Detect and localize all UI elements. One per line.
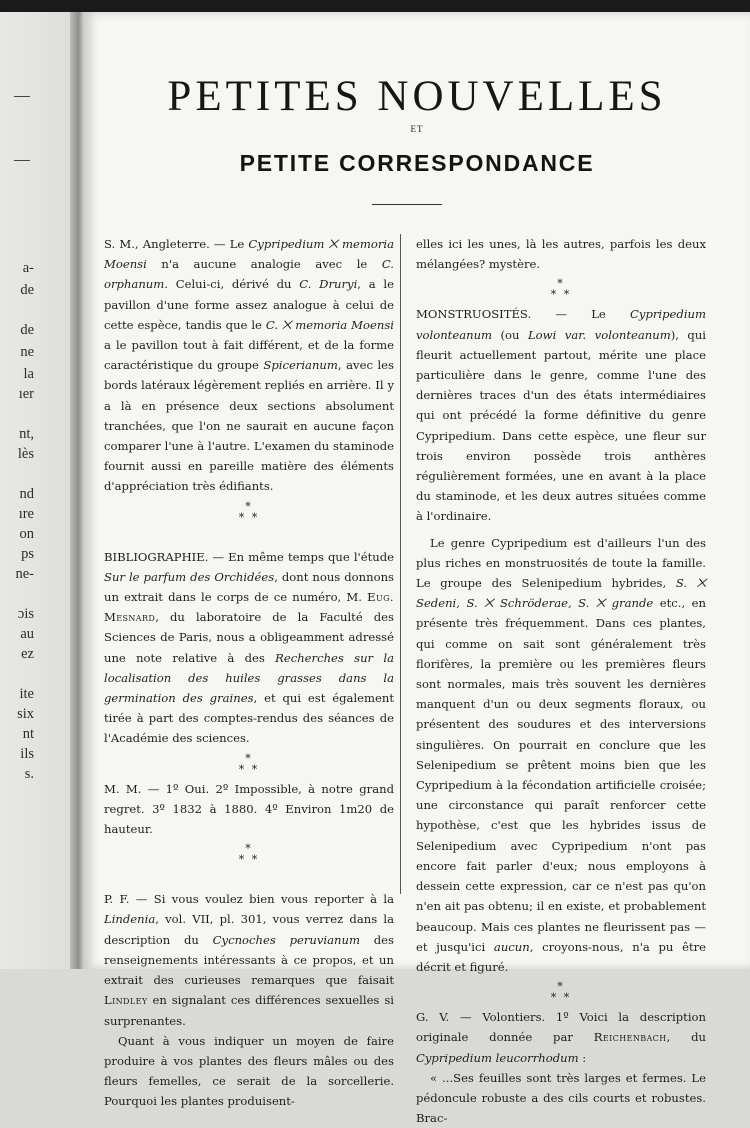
italic-text: Lowi var. volonteanum bbox=[527, 327, 671, 342]
section-separator: * * * bbox=[238, 751, 260, 776]
section-separator: * * * bbox=[238, 842, 260, 867]
text-run: G. V. — Volontiers. 1º Voici la description originale donnée par bbox=[416, 1010, 706, 1045]
text-run: etc., en présente très fréquemment. Dans ces plantes, qui comme on sait sont généralement très florifères, la première ou les premières fleurs sont normales, mais très souvent les dernières manquent d'un ou deux segments floraux, ou présentent des soudures et des interversions singulières. On pourrait en conclure que les Selenipedium se prêtent moins bien que les Cypripedium à la fécondation artificielle croisée; une circonstance qui paraît renforcer cette hypothèse, c'est que les hybrides issus de Selenipedium avec Cypripedium n'ont pas encore fait parler d'eux; nous employons à dessein cette expression, car ce n'est pas qu'on n'en ait pas obtenu; il en existe, et probablement beaucoup. Mais ces plantes ne fleurissent pas — et jusqu'ici bbox=[416, 596, 706, 954]
previous-page-fragment: ne- bbox=[15, 566, 34, 582]
previous-page-fragment: ils bbox=[20, 746, 34, 762]
text-run: , a le pavillon d'une forme assez analogue à celui de cette espèce, tandis que le bbox=[104, 277, 394, 332]
note-mm bbox=[104, 779, 394, 840]
section-separator: * * * bbox=[238, 499, 260, 524]
previous-page-fragment: s. bbox=[24, 766, 34, 782]
text-run: M. M. — 1º Oui. 2º Impossible, à notre grand regret. 3º 1832 à 1880. 4º Environ 1m20 de hauteur. bbox=[104, 781, 394, 837]
previous-page-fragment: ps bbox=[21, 546, 34, 562]
italic-text: Cypripedium ⨉ memoria Moensi bbox=[104, 237, 394, 272]
smallcaps-name: Reichenbach bbox=[593, 1030, 667, 1045]
italic-text: Cypripedium leucorrhodum bbox=[416, 1050, 579, 1065]
previous-page-fragment: ez bbox=[21, 646, 34, 662]
text-run: (ou bbox=[492, 327, 528, 342]
note-pf-continued bbox=[104, 1031, 394, 1112]
page-subtitle: PETITE CORRESPONDANCE bbox=[239, 150, 595, 176]
text-run: S. M., Angleterre. — Le bbox=[104, 237, 249, 251]
italic-text: Cycnoches peruvianum bbox=[212, 932, 360, 947]
italic-text: aucun bbox=[493, 939, 530, 954]
previous-page-fragment: ıre bbox=[18, 506, 34, 522]
text-run: « ...Ses feuilles sont très larges et fermes. Le pédoncule robuste a des cils courts et robustes. Brac- bbox=[416, 1070, 706, 1126]
previous-page-dash bbox=[14, 160, 30, 161]
previous-page-fragment: nt bbox=[22, 726, 34, 742]
note-bibliographie bbox=[104, 547, 394, 749]
text-run: , vol. VII, pl. 301, vous verrez dans la description du bbox=[104, 912, 394, 947]
note-gv-quote bbox=[416, 1068, 706, 1128]
text-run: , du bbox=[666, 1030, 706, 1045]
text-run: elles ici les unes, là les autres, parfois les deux mélangées? mystère. bbox=[416, 237, 706, 272]
scan-top-edge bbox=[0, 0, 750, 12]
text-run: , et qui est également tirée à part des comptes-rendus des séances de l'Académie des sciences. bbox=[104, 691, 395, 746]
text-run: des renseignements intéressants à ce propos, et un extrait des curieuses remarques que faisait bbox=[104, 932, 394, 988]
text-run: MONSTRUOSITÉS. — Le bbox=[416, 307, 631, 322]
text-run: , croyons-nous, n'a pu être décrit et figuré. bbox=[416, 939, 707, 974]
text-run: . Celui-ci, dérivé du bbox=[164, 277, 300, 292]
italic-text: Spicerianum bbox=[263, 358, 338, 373]
previous-page-fragment: six bbox=[17, 706, 34, 722]
title-rule bbox=[372, 204, 442, 205]
text-run: Le genre Cypripedium est d'ailleurs l'un des plus riches en monstruosités de toute la famille. Le groupe des Selenipedium hybrides, bbox=[416, 535, 706, 591]
text-run: P. F. — Si vous voulez bien vous reporter à la bbox=[104, 892, 394, 907]
text-run: : bbox=[578, 1050, 587, 1065]
note-pf bbox=[104, 889, 394, 1030]
column-divider bbox=[400, 234, 401, 894]
left-column bbox=[104, 234, 394, 1112]
note-monstruosites bbox=[416, 304, 706, 526]
book-gutter bbox=[70, 12, 84, 969]
previous-page-fragment: de bbox=[20, 322, 34, 338]
note-gv bbox=[416, 1007, 706, 1068]
italic-text: C. ⨉ memoria Moensi bbox=[265, 317, 395, 332]
italic-text: Recherches sur la localisation des huiles grasses dans la germination des graines bbox=[104, 650, 394, 706]
smallcaps-name: Eug. Mesnard bbox=[104, 590, 394, 625]
previous-page-dash bbox=[14, 96, 30, 97]
italic-text: C. Druryi bbox=[299, 277, 358, 292]
previous-page-fragment: au bbox=[20, 626, 34, 642]
previous-page-fragment: a- bbox=[22, 260, 34, 276]
note-continued bbox=[416, 234, 706, 274]
text-run: en signalant ces différences sexuelles si surprenantes. bbox=[104, 993, 394, 1028]
previous-page-fragment: nt, bbox=[19, 426, 34, 442]
previous-page-fragment: ite bbox=[19, 686, 34, 702]
italic-text: Lindenia bbox=[104, 912, 156, 927]
italic-text: Sur le parfum des Orchidées bbox=[104, 569, 275, 584]
previous-page-fragment: on bbox=[19, 526, 34, 542]
text-run: a le pavillon tout à fait différent, et de la forme caractéristique du groupe bbox=[104, 338, 394, 373]
previous-page-fragment: lès bbox=[17, 446, 34, 462]
section-separator: * * * bbox=[550, 980, 572, 1005]
text-run: n'a aucune analogie avec le bbox=[146, 257, 382, 272]
text-run: BIBLIOGRAPHIE. — En même temps que l'étude bbox=[104, 549, 394, 564]
previous-page-fragment: ıer bbox=[18, 386, 34, 402]
previous-page-fragment: de bbox=[20, 282, 34, 298]
section-separator: * * * bbox=[550, 277, 572, 302]
text-run: ), qui fleurit actuellement partout, mérite une place particulière dans le genre, comme l'une des dernières traces d'un des états intermédiaires qui ont précédé la forme définitive du genre Cypripedium. Dans cette espèce, une fleur sur trois environ possède trois anthères régulièrement formées, une en avant à la place du staminode, et les deux autres situées comme à l'ordinaire. bbox=[416, 327, 707, 524]
text-run: , avec les bords latéraux légèrement repliés en arrière. Il y a là en présence deux sections absolument tranchées, que l'on ne saurait en aucune façon comparer l'une à l'autre. L'examen du staminode fournit aussi en pareille matière des éléments d'appréciation très édifiants. bbox=[104, 358, 394, 494]
text-run: , du laboratoire de la Faculté des Sciences de Paris, nous a obligeamment adressé une note relative à des bbox=[104, 610, 394, 665]
text-run: , dont nous donnons un extrait dans le corps de ce numéro, M. bbox=[104, 569, 394, 605]
note-angleterre bbox=[104, 234, 394, 497]
right-column bbox=[416, 234, 706, 1128]
note-monstruosites-continued bbox=[416, 533, 706, 977]
previous-page-fragment: nd bbox=[19, 486, 34, 502]
italic-text: Cypripedium volonteanum bbox=[416, 307, 706, 342]
italic-text: C. orphanum bbox=[104, 257, 394, 292]
page-title: PETITES NOUVELLES bbox=[167, 73, 667, 120]
title-conjunction: ET bbox=[410, 124, 424, 134]
previous-page-fragment: ɔis bbox=[17, 606, 34, 622]
previous-page-fragment: la bbox=[23, 366, 34, 382]
smallcaps-name: Lindley bbox=[104, 993, 148, 1008]
text-run: Quant à vous indiquer un moyen de faire produire à vos plantes des fleurs mâles ou des fleurs femelles, ce serait de la sorcellerie. Pourquoi les plantes produisent- bbox=[104, 1033, 394, 1109]
previous-page-fragment: ne bbox=[20, 344, 34, 360]
italic-text: S. ⨉ Sedeni, S. ⨉ Schröderae, S. ⨉ grande bbox=[416, 576, 706, 611]
